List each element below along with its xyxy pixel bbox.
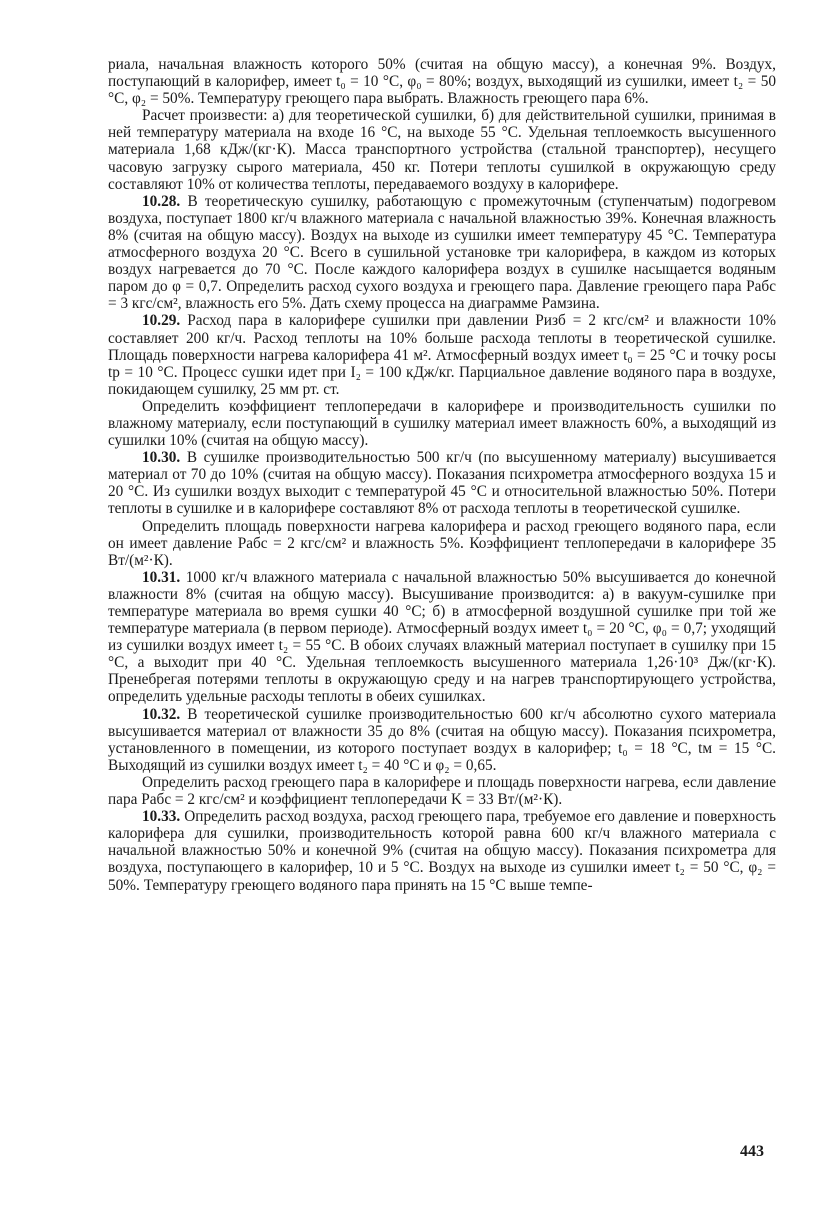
paragraph-10-29-task [108, 398, 776, 449]
paragraph-text: Определить площадь поверхности нагрева калорифера и расход греющего водяного пара, если он имеет давление Pабс = 2 кгс/см² и влажность 5%. Коэффициент теплопередачи в калорифере 35 Вт/(м²·К). [108, 517, 776, 569]
problem-number: 10.32. [142, 705, 181, 723]
problem-10-28 [108, 193, 776, 313]
problem-number: 10.28. [142, 192, 181, 210]
problem-10-32 [108, 706, 776, 774]
problem-text: 1000 кг/ч влажного материала с начальной влажностью 50% высушивается до конечной влажности 8% (считая на общую массу). Высушивание производится: а) в вакуум-сушилке при температуре материала во время сушки 40 °C; б) в атмосферной воздушной сушилке при той же температуре материала (в первом периоде). Атмосферный воздух имеет t₀ = 20 °C, φ₀ = 0,7; уходящий из сушилки воздух имеет t₂ = 55 °C. В обоих случаях влажный материал поступает в сушилку при 15 °C, а выходит при 40 °C. Удельная теплоемкость высушенного материала 1,26·10³ Дж/(кг·К). Пренебрегая потерями теплоты в окружающую среду и на нагрев транспортирующего устройства, определить удельные расходы теплоты в обеих сушилках. [108, 568, 776, 706]
page-number: 443 [740, 1143, 764, 1160]
problem-10-29 [108, 312, 776, 397]
paragraph-text: Определить расход греющего пара в калорифере и площадь поверхности нагрева, если давление пара Pабс = 2 кгс/см² и коэффициент теплопередачи K = 33 Вт/(м²·К). [108, 773, 776, 809]
problem-number: 10.31. [142, 568, 181, 586]
problem-text: В сушилке производительностью 500 кг/ч (по высушенному материалу) высушивается материал от 70 до 10% (считая на общую массу). Показания психрометра атмосферного воздуха 15 и 20 °C. Из сушилки воздух выходит с температурой 45 °C и относительной влажностью 50%. Потери теплоты в сушилке и в калорифере составляют 8% от расхода теплоты в теоретической сушилке. [108, 449, 776, 518]
page-body [108, 56, 776, 894]
problem-10-30 [108, 449, 776, 517]
problem-text: Определить расход воздуха, расход греющего пара, требуемое его давление и поверхность калорифера для сушилки, производительность которой равна 600 кг/ч влажного материала с начальной влажностью 50% и конечной 9% (считая на общую массу). Показания психрометра для воздуха, поступающего в калорифер, 10 и 5 °C. Воздух на выходе из сушилки имеет t₂ = 50 °C, φ₂ = 50%. Температуру греющего водяного пара принять на 15 °C выше темпе- [108, 808, 776, 894]
paragraph-text: Определить коэффициент теплопередачи в калорифере и производительность сушилки по влажному материалу, если поступающий в сушилку материал имеет влажность 60%, а выходящий из сушилки 10% (считая на общую массу). [108, 397, 776, 450]
problem-number: 10.33. [142, 808, 181, 826]
problem-text: В теоретической сушилке производительностью 600 кг/ч абсолютно сухого материала высушивается материал от влажности 35 до 8% (считая на общую массу). Показания психрометра, установленного в помещении, из которого поступает воздух в калорифер; t₀ = 18 °C, tм = 15 °C. Выходящий из сушилки воздух имеет t₂ = 40 °C и φ₂ = 0,65. [108, 705, 776, 774]
paragraph-text: риала, начальная влажность которого 50% (считая на общую массу), а конечная 9%. Воздух, поступающий в калорифер, имеет t₀ = 10 °C, φ₀ = 80%; воздух, выходящий из сушилки, имеет t₂ = 50 °C, φ₂ = 50%. Температуру греющего пара выбрать. Влажность греющего пара 6%. [108, 56, 776, 108]
paragraph-continuation [108, 56, 776, 107]
problem-number: 10.29. [142, 312, 181, 330]
paragraph-10-30-task [108, 518, 776, 569]
problem-10-31 [108, 569, 776, 706]
problem-text: Расход пара в калорифере сушилки при давлении Pизб = 2 кгс/см² и влажности 10% составляет 200 кг/ч. Расход теплоты на 10% больше расхода теплоты в теоретической сушилке. Площадь поверхности нагрева калорифера 41 м². Атмосферный воздух имеет t₀ = 25 °C и точку росы tр = 10 °C. Процесс сушки идет при I₂ = 100 кДж/кг. Парциальное давление водяного пара в воздухе, покидающем сушилку, 25 мм рт. ст. [108, 312, 776, 398]
paragraph-text: Расчет произвести: а) для теоретической сушилки, б) для действительной сушилки, принимая в ней температуру материала на входе 16 °C, на выходе 55 °C. Удельная теплоемкость высушенного материала 1,68 кДж/(кг·К). Масса транспортного устройства (стальной транспортер), несущего часовую загрузку сырого материала, 450 кг. Потери теплоты сушилкой в окружающую среду составляют 10% от количества теплоты, передаваемого воздуху в калорифере. [108, 107, 776, 193]
paragraph-10-32-task [108, 774, 776, 808]
problem-number: 10.30. [142, 449, 181, 467]
problem-10-33 [108, 808, 776, 893]
problem-text: В теоретическую сушилку, работающую с промежуточным (ступенчатым) подогревом воздуха, поступает 1800 кг/ч влажного материала с начальной влажностью 39%. Конечная влажность 8% (считая на общую массу). Воздух на выходе из сушилки имеет температуру 45 °C. Температура атмосферного воздуха 20 °C. Всего в сушильной установке три калорифера, в каждом из которых воздух нагревается до 70 °C. После каждого калорифера воздух в сушилке насыщается водяным паром до φ = 0,7. Определить расход сухого воздуха и греющего пара. Давление греющего пара Pабс = 3 кгс/см², влажность его 5%. Дать схему процесса на диаграмме Рамзина. [108, 192, 776, 313]
paragraph-calculation-instructions [108, 107, 776, 192]
